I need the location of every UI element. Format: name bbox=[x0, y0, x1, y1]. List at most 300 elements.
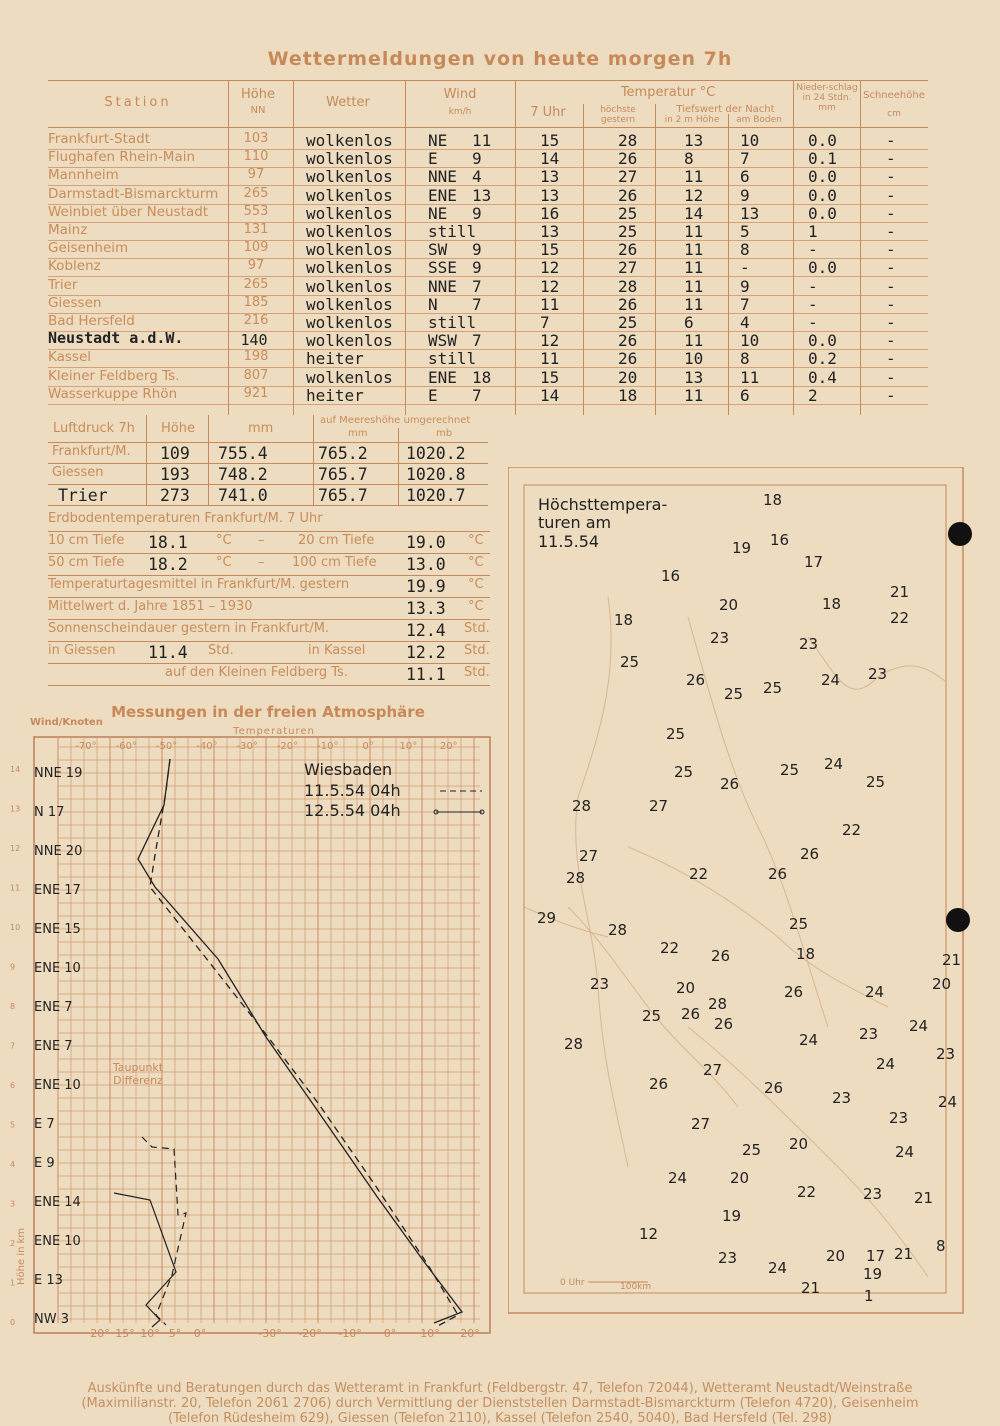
station-wind-speed: 18 bbox=[472, 367, 492, 387]
station-t7: 12 bbox=[540, 331, 560, 351]
map-temperature-value: 27 bbox=[649, 797, 669, 815]
map-temperature-value: 28 bbox=[608, 921, 628, 939]
wind-label: ENE 7 bbox=[34, 1039, 73, 1054]
bottom-temp-tick: -30° bbox=[258, 1327, 282, 1340]
punch-hole-top bbox=[948, 522, 972, 546]
station-precip: 0.4 bbox=[808, 367, 837, 387]
station-wind-dir: NE bbox=[428, 203, 448, 223]
station-tmin-ground: 6 bbox=[740, 167, 750, 187]
map-temperature-value: 24 bbox=[938, 1093, 958, 1111]
station-snow: - bbox=[886, 149, 896, 169]
map-title-a: Höchsttempera- bbox=[538, 495, 668, 514]
station-height: 140 bbox=[240, 331, 268, 350]
station-tmin-ground: 7 bbox=[740, 294, 750, 314]
station-tmin-ground: 5 bbox=[740, 222, 750, 241]
map-temperature-value: 23 bbox=[859, 1025, 879, 1043]
station-precip: 0.0 bbox=[808, 203, 837, 223]
station-wind-dir: E bbox=[428, 385, 438, 405]
pressure-mm: 741.0 bbox=[218, 486, 268, 505]
station-t7: 15 bbox=[540, 240, 560, 260]
station-wind-dir: ENE bbox=[428, 367, 457, 387]
punch-hole-bottom bbox=[946, 908, 970, 932]
soil-deg-2: °C bbox=[468, 533, 484, 548]
soil-row-5 bbox=[48, 619, 490, 642]
station-tmin-ground: 10 bbox=[740, 131, 760, 150]
station-name: Neustadt a.d.W. bbox=[48, 329, 184, 348]
station-precip: 0.0 bbox=[808, 167, 837, 187]
station-tmin-2m: 13 bbox=[684, 131, 704, 150]
wind-label: ENE 14 bbox=[34, 1195, 81, 1210]
station-wind-dir: still bbox=[428, 349, 477, 369]
station-wind-dir: still bbox=[428, 222, 477, 241]
table-header bbox=[48, 80, 928, 128]
station-name: Darmstadt-Bismarckturm bbox=[48, 185, 219, 202]
height-tick: 2 bbox=[10, 1239, 16, 1248]
temp-tick: -60° bbox=[115, 741, 137, 752]
header-tmax-a: höchste bbox=[600, 105, 636, 115]
station-t7: 12 bbox=[540, 258, 560, 278]
station-wind-speed: 7 bbox=[472, 294, 482, 314]
map-temperature-value: 25 bbox=[789, 915, 809, 933]
air-pressure-table bbox=[48, 415, 488, 505]
table-row bbox=[48, 276, 928, 296]
height-tick: 11 bbox=[10, 883, 21, 893]
map-scale: 100km bbox=[620, 1282, 652, 1292]
map-temperature-value: 19 bbox=[732, 539, 752, 557]
station-tmin-2m: 11 bbox=[684, 294, 704, 314]
pressure-height: 193 bbox=[160, 465, 190, 484]
map-temperature-value: 20 bbox=[932, 975, 952, 993]
station-weather: wolkenlos bbox=[306, 331, 393, 351]
station-tmin-2m: 11 bbox=[684, 385, 704, 405]
max-temperature-map bbox=[508, 467, 966, 1317]
station-tmin-2m: 14 bbox=[684, 203, 704, 223]
pressure-sea-mb: 1020.8 bbox=[406, 465, 466, 484]
map-temperature-value: 19 bbox=[722, 1207, 742, 1225]
header-temperature: Temperatur °C bbox=[620, 85, 716, 100]
sun-label: Sonnenscheindauer gestern in Frankfurt/M. bbox=[48, 621, 330, 636]
pressure-col-height: Höhe bbox=[161, 421, 195, 436]
table-row bbox=[48, 239, 928, 259]
bottom-temp-tick: 20° bbox=[460, 1327, 480, 1340]
map-temperature-value: 21 bbox=[914, 1189, 934, 1207]
temp-tick: -10° bbox=[317, 741, 339, 752]
header-wind-unit: km/h bbox=[448, 107, 472, 117]
map-temperature-value: 24 bbox=[876, 1055, 896, 1073]
wind-label: E 9 bbox=[34, 1156, 55, 1171]
run1-dewpoint-line bbox=[142, 1137, 186, 1325]
station-precip: 0.0 bbox=[808, 331, 837, 351]
station-weather: wolkenlos bbox=[306, 276, 393, 296]
wind-label: NNE 20 bbox=[34, 844, 83, 859]
station-tmax: 20 bbox=[618, 367, 638, 387]
table-row bbox=[48, 221, 928, 241]
header-wind: Wind bbox=[443, 87, 477, 102]
map-temperature-value: 25 bbox=[620, 653, 640, 671]
station-weather: heiter bbox=[306, 349, 364, 369]
map-temperature-value: 16 bbox=[770, 531, 790, 549]
station-snow: - bbox=[886, 331, 896, 351]
run2-temperature-line bbox=[138, 759, 462, 1323]
dewpoint-tick: 15° bbox=[115, 1327, 135, 1340]
bottom-temp-tick: 10° bbox=[420, 1327, 440, 1340]
wind-label: E 7 bbox=[34, 1117, 55, 1132]
soil-d20: 19.0 bbox=[406, 533, 446, 552]
station-name: Geisenheim bbox=[48, 240, 129, 257]
map-title-c: 11.5.54 bbox=[538, 532, 600, 551]
pressure-sea-mm: 765.7 bbox=[318, 486, 368, 505]
soil-d10: 18.1 bbox=[148, 533, 188, 552]
station-name: Wasserkuppe Rhön bbox=[48, 385, 178, 402]
map-temperature-value: 24 bbox=[824, 755, 844, 773]
map-temperature-value: 25 bbox=[866, 773, 886, 791]
station-wind-speed: 13 bbox=[472, 185, 492, 205]
station-precip: - bbox=[808, 313, 818, 332]
station-wind-speed: 11 bbox=[472, 131, 492, 150]
height-tick: 6 bbox=[10, 1081, 16, 1090]
station-height: 553 bbox=[243, 203, 269, 219]
run1-temperature-line bbox=[150, 759, 458, 1327]
map-temperature-value: 23 bbox=[868, 665, 888, 683]
sun-std-1: Std. bbox=[464, 621, 490, 636]
station-snow: - bbox=[886, 276, 896, 296]
soil-row-3 bbox=[48, 575, 490, 598]
soil-deg-5: °C bbox=[468, 577, 484, 592]
soil-d50-label: 50 cm Tiefe bbox=[48, 555, 125, 570]
station-wind-dir: WSW bbox=[428, 331, 457, 351]
map-temperature-value: 24 bbox=[668, 1169, 688, 1187]
sun-ffm: 12.4 bbox=[406, 621, 446, 640]
table-row bbox=[48, 367, 928, 387]
pressure-col-mm: mm bbox=[248, 421, 274, 436]
soil-d20-label: 20 cm Tiefe bbox=[298, 533, 375, 548]
station-precip: 0.2 bbox=[808, 349, 837, 369]
table-row bbox=[48, 185, 928, 205]
dewpoint-label-a: Taupunkt bbox=[112, 1061, 164, 1074]
height-tick: 13 bbox=[10, 804, 21, 814]
station-tmin-ground: 7 bbox=[740, 149, 750, 169]
station-wind-speed: 4 bbox=[472, 167, 482, 187]
station-name: Mainz bbox=[48, 222, 88, 238]
atmosphere-run1: 11.5.54 04h bbox=[304, 781, 401, 800]
height-tick: 12 bbox=[10, 844, 21, 853]
station-precip: 0.0 bbox=[808, 185, 837, 205]
station-tmax: 27 bbox=[618, 167, 638, 187]
station-snow: - bbox=[886, 240, 896, 260]
map-temperature-value: 26 bbox=[714, 1015, 734, 1033]
station-name: Flughafen Rhein-Main bbox=[48, 149, 196, 166]
pressure-col-sea-mb: mb bbox=[436, 428, 453, 439]
soil-d100-label: 100 cm Tiefe bbox=[292, 555, 377, 570]
table-row bbox=[48, 148, 928, 168]
map-temperature-value: 25 bbox=[674, 763, 694, 781]
station-t7: 13 bbox=[540, 167, 560, 187]
pressure-station: Trier bbox=[58, 486, 108, 505]
sun-std-2: Std. bbox=[208, 643, 234, 658]
soil-d50: 18.2 bbox=[148, 555, 188, 574]
station-tmin-2m: 11 bbox=[684, 276, 704, 296]
station-tmin-ground: - bbox=[740, 258, 750, 278]
soil-row-7 bbox=[48, 663, 490, 686]
pressure-label: Luftdruck 7h bbox=[53, 421, 135, 436]
pressure-row bbox=[48, 484, 488, 506]
height-tick: 8 bbox=[10, 1002, 16, 1011]
header-height: Höhe bbox=[241, 87, 275, 102]
station-tmin-2m: 11 bbox=[684, 258, 704, 278]
soil-row-4 bbox=[48, 597, 490, 620]
soil-deg-4: °C bbox=[468, 555, 484, 570]
station-tmin-2m: 6 bbox=[684, 313, 694, 332]
station-weather: wolkenlos bbox=[306, 240, 393, 260]
station-height: 131 bbox=[243, 222, 269, 237]
pressure-sea-mb: 1020.7 bbox=[406, 486, 466, 505]
station-wind-speed: 9 bbox=[472, 203, 482, 223]
soil-row-6 bbox=[48, 641, 490, 664]
header-tmax-b: gestern bbox=[600, 115, 636, 125]
map-temperature-value: 20 bbox=[719, 596, 739, 614]
map-temperature-value: 28 bbox=[566, 869, 586, 887]
soil-row-2 bbox=[48, 553, 490, 576]
dewpoint-tick: 5° bbox=[168, 1327, 182, 1340]
pressure-row bbox=[48, 442, 488, 464]
station-wind-dir: SSE bbox=[428, 258, 457, 278]
map-temperature-value: 18 bbox=[763, 491, 783, 509]
temp-tick: 20° bbox=[439, 741, 458, 752]
station-wind-dir: E bbox=[428, 149, 438, 169]
atmosphere-station: Wiesbaden bbox=[304, 760, 393, 779]
map-temperature-value: 28 bbox=[564, 1035, 584, 1053]
height-tick: 14 bbox=[10, 765, 21, 774]
height-tick: 1 bbox=[10, 1278, 16, 1288]
station-snow: - bbox=[886, 367, 896, 387]
header-station: Station bbox=[104, 95, 172, 110]
header-tmin-2m: in 2 m Höhe bbox=[664, 115, 720, 125]
soil-temperature-block bbox=[48, 509, 490, 689]
soil-d10-label: 10 cm Tiefe bbox=[48, 533, 125, 548]
station-height: 921 bbox=[243, 385, 269, 401]
map-temperature-value: 25 bbox=[724, 685, 744, 703]
map-temperature-value: 22 bbox=[890, 609, 910, 627]
station-tmax: 26 bbox=[618, 149, 638, 169]
station-tmin-ground: 10 bbox=[740, 331, 760, 351]
page-title: Wettermeldungen von heute morgen 7h bbox=[267, 48, 733, 70]
height-tick: 0 bbox=[10, 1318, 16, 1327]
atmosphere-wind-label: Wind/Knoten bbox=[30, 717, 103, 728]
station-height: 97 bbox=[247, 167, 265, 183]
map-temperature-value: 26 bbox=[720, 775, 740, 793]
bottom-temp-tick: -10° bbox=[338, 1327, 362, 1340]
station-tmax: 28 bbox=[618, 276, 638, 296]
station-wind-speed: 9 bbox=[472, 258, 482, 278]
station-tmin-ground: 9 bbox=[740, 276, 750, 296]
map-temperature-value: 18 bbox=[796, 945, 816, 963]
pressure-station: Giessen bbox=[52, 465, 104, 480]
map-temperature-value: 17 bbox=[804, 553, 824, 571]
map-temperature-value: 27 bbox=[579, 847, 599, 865]
map-temperature-value: 26 bbox=[649, 1075, 669, 1093]
station-precip: 2 bbox=[808, 385, 818, 405]
soil-row-1 bbox=[48, 531, 490, 554]
atmosphere-title: Messungen in der freien Atmosphäre bbox=[111, 703, 425, 721]
temp-tick: -40° bbox=[196, 741, 218, 752]
height-tick: 3 bbox=[10, 1199, 16, 1209]
map-temperature-value: 26 bbox=[800, 845, 820, 863]
pressure-header bbox=[48, 415, 488, 443]
map-temperature-value: 21 bbox=[942, 951, 962, 969]
map-title-b: turen am bbox=[538, 513, 612, 532]
table-row bbox=[48, 166, 928, 186]
station-t7: 13 bbox=[540, 185, 560, 205]
station-tmax: 28 bbox=[618, 131, 638, 150]
sun-kassel: 12.2 bbox=[406, 643, 446, 662]
wind-label: ENE 10 bbox=[34, 1234, 81, 1249]
map-temperature-value: 23 bbox=[590, 975, 610, 993]
header-tmin-ground: am Boden bbox=[736, 115, 782, 125]
pressure-sea-mb: 1020.2 bbox=[406, 444, 466, 463]
station-snow: - bbox=[886, 385, 896, 405]
header-snow: Schneehöhe bbox=[863, 90, 925, 101]
header-weather: Wetter bbox=[326, 95, 370, 110]
station-wind-dir: NE bbox=[428, 131, 448, 150]
station-snow: - bbox=[886, 349, 896, 369]
map-temperature-value: 26 bbox=[768, 865, 788, 883]
station-name: Kassel bbox=[48, 349, 92, 366]
station-tmin-2m: 12 bbox=[684, 185, 704, 205]
station-snow: - bbox=[886, 222, 896, 241]
station-weather: wolkenlos bbox=[306, 258, 393, 278]
atmosphere-grid bbox=[34, 737, 490, 1333]
station-tmax: 18 bbox=[618, 385, 638, 405]
station-weather: wolkenlos bbox=[306, 131, 393, 150]
map-temperature-value: 17 bbox=[866, 1247, 886, 1265]
station-height: 109 bbox=[243, 240, 269, 256]
pressure-row bbox=[48, 463, 488, 485]
station-snow: - bbox=[886, 313, 896, 332]
map-temperature-value: 20 bbox=[826, 1247, 846, 1265]
station-t7: 15 bbox=[540, 367, 560, 387]
sun-kassel-label: in Kassel bbox=[308, 643, 366, 658]
station-tmax: 26 bbox=[618, 331, 638, 351]
bottom-temp-tick: 0° bbox=[383, 1327, 397, 1340]
map-temperature-value: 18 bbox=[822, 595, 842, 613]
height-tick: 9 bbox=[10, 962, 16, 972]
map-temperature-value: 20 bbox=[730, 1169, 750, 1187]
map-values bbox=[537, 491, 961, 1305]
map-temperature-value: 26 bbox=[686, 671, 706, 689]
map-temperature-value: 21 bbox=[890, 583, 910, 601]
station-height: 103 bbox=[243, 131, 269, 146]
map-temperature-value: 25 bbox=[642, 1007, 662, 1025]
atmosphere-run2: 12.5.54 04h bbox=[304, 801, 401, 820]
station-weather: wolkenlos bbox=[306, 203, 393, 223]
map-temperature-value: 23 bbox=[863, 1185, 883, 1203]
sun-feldberg-label: auf den Kleinen Feldberg Ts. bbox=[165, 665, 348, 680]
station-tmax: 25 bbox=[618, 313, 638, 332]
height-tick: 5 bbox=[10, 1120, 16, 1130]
map-temperature-value: 22 bbox=[797, 1183, 817, 1201]
station-precip: 0.1 bbox=[808, 149, 837, 169]
station-height: 185 bbox=[243, 294, 269, 310]
station-t7: 12 bbox=[540, 276, 560, 296]
station-name: Frankfurt-Stadt bbox=[48, 131, 151, 147]
station-name: Giessen bbox=[48, 294, 102, 311]
atmosphere-chart bbox=[0, 695, 500, 1355]
sun-std-4: Std. bbox=[464, 665, 490, 680]
station-t7: 11 bbox=[540, 294, 560, 314]
header-tmin: Tiefswert der Nacht bbox=[676, 104, 775, 115]
temp-tick: -50° bbox=[155, 741, 178, 752]
table-row bbox=[48, 294, 928, 314]
station-weather: wolkenlos bbox=[306, 313, 393, 332]
temp-tick: -70° bbox=[75, 741, 97, 752]
map-temperature-value: 23 bbox=[710, 629, 730, 647]
map-temperature-value: 25 bbox=[763, 679, 783, 697]
map-temperature-value: 21 bbox=[894, 1245, 914, 1263]
dewpoint-label-b: Differenz bbox=[113, 1074, 163, 1087]
station-tmin-ground: 13 bbox=[740, 203, 760, 223]
map-temperature-value: 24 bbox=[799, 1031, 819, 1049]
station-snow: - bbox=[886, 258, 896, 278]
header-height-unit: NN bbox=[250, 105, 266, 116]
map-temperature-value: 29 bbox=[537, 909, 557, 927]
header-precip: Nieder-schlag in 24 Stdn. mm bbox=[796, 83, 858, 113]
station-snow: - bbox=[886, 167, 896, 187]
soil-title-row bbox=[48, 509, 490, 532]
pressure-height: 109 bbox=[160, 444, 190, 463]
soil-deg-6: °C bbox=[468, 599, 484, 614]
map-temperature-value: 16 bbox=[661, 567, 681, 585]
wind-label: ENE 7 bbox=[34, 1000, 73, 1015]
station-weather: wolkenlos bbox=[306, 149, 393, 169]
wind-label: ENE 17 bbox=[34, 883, 81, 898]
map-temperature-value: 27 bbox=[703, 1061, 723, 1079]
station-t7: 16 bbox=[540, 203, 560, 223]
map-temperature-value: 24 bbox=[865, 983, 885, 1001]
table-row bbox=[48, 385, 928, 405]
map-scale-zero: 0 Uhr bbox=[560, 1278, 585, 1288]
pressure-col-sea: auf Meereshöhe umgerechnet bbox=[320, 415, 471, 426]
soil-longterm: 13.3 bbox=[406, 599, 446, 618]
map-temperature-value: 25 bbox=[780, 761, 800, 779]
map-temperature-value: 23 bbox=[889, 1109, 909, 1127]
station-precip: 1 bbox=[808, 222, 818, 241]
station-weather: wolkenlos bbox=[306, 294, 393, 314]
weather-reports-table bbox=[48, 80, 928, 415]
station-tmax: 26 bbox=[618, 185, 638, 205]
station-height: 265 bbox=[243, 185, 269, 201]
dewpoint-tick: 10° bbox=[140, 1327, 160, 1340]
map-temperature-value: 22 bbox=[660, 939, 680, 957]
map-temperature-value: 23 bbox=[832, 1089, 852, 1107]
station-wind-speed: 7 bbox=[472, 276, 482, 296]
map-temperature-value: 25 bbox=[666, 725, 686, 743]
station-wind-speed: 9 bbox=[472, 149, 482, 169]
soil-dash-2: – bbox=[258, 555, 265, 570]
pressure-sea-mm: 765.2 bbox=[318, 444, 368, 463]
station-precip: 0.0 bbox=[808, 131, 837, 150]
station-name: Bad Hersfeld bbox=[48, 313, 135, 329]
sun-giessen-label: in Giessen bbox=[48, 643, 116, 658]
station-snow: - bbox=[886, 294, 896, 314]
pressure-mm: 755.4 bbox=[218, 444, 268, 463]
station-height: 110 bbox=[243, 149, 269, 165]
station-wind-dir: ENE bbox=[428, 185, 457, 205]
map-temperature-value: 1 bbox=[864, 1287, 874, 1305]
map-temperature-value: 26 bbox=[784, 983, 804, 1001]
station-tmin-ground: 11 bbox=[740, 367, 760, 387]
map-temperature-value: 26 bbox=[711, 947, 731, 965]
station-tmin-2m: 11 bbox=[684, 167, 704, 187]
